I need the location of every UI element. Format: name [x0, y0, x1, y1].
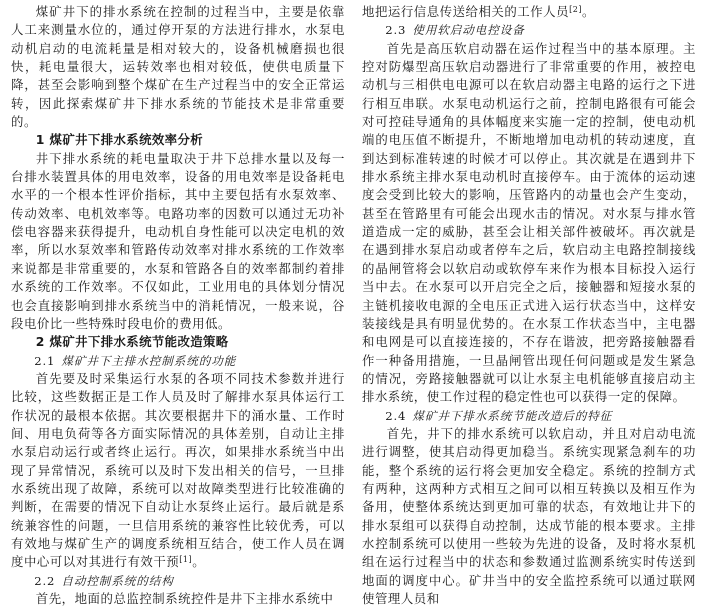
- section-2-4-paragraph: 首先，井下的排水系统可以软启动，并且对启动电流进行调整，使其启动得更加稳当。系统实现紧急刹车的功能，整个系统的运行将会更加安全稳定。系统的控制方式有两种，这两种方式相互之间可以相互转换以及相互作为备用，使整体系统达到更加可靠的状态，有效地让井下的排水泵组可以获得自动控制，达成节能的根本要求。主排水控制系统可以使用一些较为先进的设备，及时将水泵机组在运行过程当中的状态和参数通过监测系统实时传送到地面的调度中心。矿井当中的安全监控系统可以通过联网使管理人员和: [362, 425, 696, 606]
- section-2-3-title: 使用软启动电控设备: [412, 23, 525, 38]
- section-2-4-title: 煤矿井下排水系统节能改造后的特征: [412, 408, 613, 423]
- section-2-1-paragraph: [11, 370, 345, 572]
- section-2-3-paragraph: 首先是高压软启动器在运作过程当中的基本原理。主控对防爆型高压软启动器进行了非常重要的作用，被控电动机与三相供电电源可以在软启动器主电路的运行之下进行相互串联。水泵电动机运行之前，控制电路很有可能会对可控硅导通角的具体幅度来实施一定的控制，使电动机端的电压值不断提升，不断地增加电动机的转动速度，直到达到标准转速的时候才可以停止。其次就是在遇到井下排水系统主排水泵电动机时直接停车。由于流体的运动速度会受到比较大的影响，压管路内的动量也会产生变动，甚至在管路里有可能会出现水击的情况。对水泵与排水管道造成一定的威胁，甚至会让相关部件被破坏。再次就是在遇到排水泵启动或者停车之后，软启动主电路控制接线的晶闸管将会以软启动或软停车来作为根本目标投入运行当中去。在水泵可以开启完全之后，接触器和短接水泵的主链机接收电源的全电压正式进入运行状态当中，这样安装接线是具有明显优势的。在水泵工作状态当中，主电器和电网是可以直接连接的，不存在谐波，把旁路接触器看作一种备用措施，一旦晶闸管出现任何问题或是发生紧急的情况，旁路接触器就可以让水泵主电机能够直接启动主排水系统，使工作过程的稳定性也可以获得一定的保障。: [362, 40, 696, 405]
- section-2-1-text-end: 。: [192, 554, 206, 570]
- section-2-3-heading: [362, 21, 696, 39]
- section-2-3-number: 2.3: [385, 23, 407, 38]
- continued-paragraph: [362, 3, 696, 21]
- citation-1: [1]: [179, 555, 193, 565]
- section-2-1-title: 煤矿井下主排水控制系统的功能: [61, 353, 237, 368]
- continued-text: 地把运行信息传送给相关的工作人员: [362, 4, 570, 19]
- section-2-2-number: 2.2: [34, 573, 56, 588]
- intro-paragraph: 煤矿井下的排水系统在控制的过程当中，主要是依靠人工来测量水位的，通过停开泵的方法进行排水，水泵电动机启动的电流耗量是相对较大的，设备机械磨损也很快，耗电量很大，运转效率也相对较低，使供电质量下降，甚至会影响到整个煤矿在生产过程当中的安全正常运转，因此探索煤矿井下排水系统的节能技术是非常重要的。: [11, 4, 345, 130]
- section-2-2-heading: [11, 572, 345, 590]
- left-column: [11, 3, 345, 608]
- section-2-1-number: 2.1: [34, 353, 56, 368]
- section-1-paragraph: 井下排水系统的耗电量取决于井下总排水量以及每一台排水装置具体的用电效率，设备的用电效率是设备耗电水平的一个根本性评价指标，其中主要包括有水泵效率、传动效率、电机效率等。电路功率的因数可以通过无功补偿电容器来获得提升，电动机自身性能可以决定电机的效率，所以水泵效率和管路传动效率对排水系统的工作效率来说都是非常重要的，水泵和管路各自的效率都制约着排水系统的工作效率。不仅如此，工业用电的具体划分情况也会直接影响到排水系统当中的消耗情况，一般来说，谷段电价比一些特殊时段电价的费用低。: [11, 150, 345, 331]
- continued-text-end: 。: [582, 4, 595, 19]
- section-2-1-text: 首先要及时采集运行水泵的各项不同技术参数并进行比较，这些数据正是工作人员及时了解排水泵具体运行工作状况的最根本依据。其次要根据井下的涌水量、工作时间、用电负荷等各方面实际情况的具体差别，自动让主排水泵启动运行或者终止运行。再次，如果排水系统当中出现了异常情况，系统可以及时下发出相关的信号，一旦排水系统出现了故障，系统可以对故障类型进行比较准确的判断，在需要的情况下自动让水泵终止运行。最后就是系统兼容性的问题，一旦信用系统的兼容性比较优秀，可以有效地与煤矿生产的调度系统相互结合，使工作人员在调度中心可以对其进行有效干预: [11, 370, 345, 570]
- section-2-1-heading: [11, 352, 345, 370]
- section-2-2-paragraph: 首先，地面的总监控制系统控件是井下主排水系统中: [35, 591, 334, 606]
- section-2-4-number: 2.4: [385, 408, 407, 423]
- section-2-2-title: 自动控制系统的结构: [61, 573, 174, 588]
- section-1-heading: 1 煤矿井下排水系统效率分析: [35, 132, 204, 148]
- citation-2: [2]: [569, 5, 583, 14]
- section-2-heading: 2 煤矿井下排水系统节能改造策略: [35, 334, 229, 350]
- section-2-4-heading: [362, 407, 696, 425]
- right-column: [362, 3, 696, 608]
